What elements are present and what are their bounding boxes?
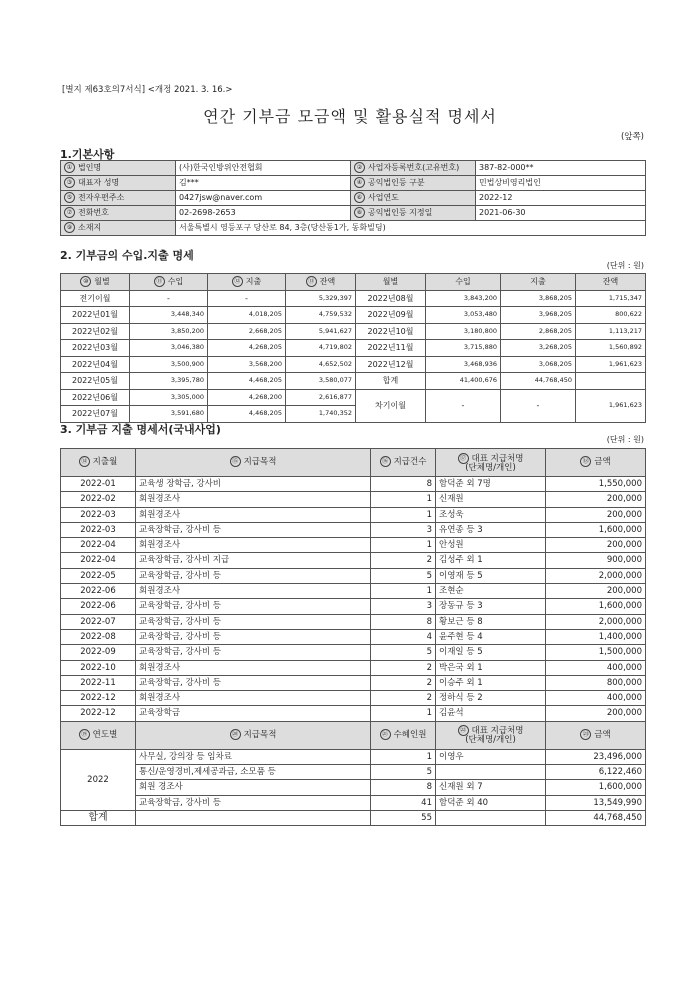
item-number-marker: ⑤ xyxy=(64,192,75,203)
table-row xyxy=(61,765,646,780)
purpose-cell: 교육장학금, 강사비 등 xyxy=(139,570,222,581)
count-cell: 1 xyxy=(426,494,432,505)
income-cell: 41,400,676 xyxy=(459,376,497,384)
expense-cell: 3,868,205 xyxy=(538,293,572,302)
expense-cell: 3,968,205 xyxy=(538,310,572,318)
purpose-cell: 교육장학금, 강사비 등 xyxy=(139,677,222,688)
month-cell: 2022년11월 xyxy=(367,343,414,352)
purpose-cell: 교육장학금, 강사비 지급 xyxy=(139,555,230,566)
field-value: 민법상비영리법인 xyxy=(479,178,541,187)
month-cell: 2022-04 xyxy=(80,555,116,566)
expense-cell: 44,768,450 xyxy=(534,376,572,384)
purpose-cell: 교육장학금, 강사비 등 xyxy=(139,797,222,808)
item-number-marker: ⑧ xyxy=(354,207,365,218)
income-cell: 3,305,000 xyxy=(170,392,204,401)
count-cell: 3 xyxy=(426,601,432,612)
count-cell: 8 xyxy=(426,616,432,627)
balance-cell: 4,719,802 xyxy=(318,343,352,351)
income-cell: 3,850,200 xyxy=(170,326,204,335)
table-row xyxy=(61,389,646,406)
income-cell: - xyxy=(167,293,170,303)
column-header: (단체명/개인) xyxy=(465,735,516,746)
month-cell: 2022-07 xyxy=(80,616,116,627)
field-label: 사업자등록번호(고유번호) xyxy=(368,163,460,172)
purpose-cell: 교육장학금, 강사비 등 xyxy=(139,601,222,612)
purpose-cell: 교육장학금, 강사비 등 xyxy=(139,616,222,627)
purpose-cell: 회원경조사 xyxy=(139,494,181,505)
item-number-marker: ① xyxy=(64,162,75,173)
amount-cell: 200,000 xyxy=(606,540,642,551)
table-row xyxy=(61,645,646,660)
table-row xyxy=(61,290,646,307)
month-cell: 2022-11 xyxy=(80,677,116,688)
item-number-marker: ⑲ xyxy=(79,729,90,740)
month-cell: 2022-01 xyxy=(80,479,116,489)
recipient-cell: 이영우 xyxy=(439,751,464,762)
item-number-marker: ⑦ xyxy=(64,207,75,218)
recipient-cell: 조성욱 xyxy=(439,509,464,520)
column-header: 지급목적 xyxy=(243,457,277,468)
recipient-cell: 이승주 외 1 xyxy=(439,677,483,688)
purpose-cell: 사무실, 강의장 등 임차료 xyxy=(139,751,232,762)
count-cell: 1 xyxy=(426,509,432,520)
balance-cell: 3,580,077 xyxy=(318,376,352,384)
field-label: 사업연도 xyxy=(368,193,399,202)
item-number-marker: ③ xyxy=(64,177,75,188)
month-cell: 2022-02 xyxy=(80,494,116,505)
amount-cell: 23,496,000 xyxy=(593,751,642,762)
table-row xyxy=(61,507,646,522)
field-value: 김*** xyxy=(179,178,199,187)
recipient-cell: 신재원 외 7 xyxy=(439,782,483,793)
recipient-cell: 조현순 xyxy=(439,586,464,597)
month-cell: 합계 xyxy=(382,376,399,385)
purpose-cell: 교육생 장학금, 강사비 xyxy=(139,479,222,489)
item-number-marker: ⑥ xyxy=(354,192,365,203)
month-cell: 2022-05 xyxy=(80,570,116,581)
month-cell: 차기이월 xyxy=(375,400,406,410)
recipient-cell: 함덕준 외 40 xyxy=(439,797,489,808)
month-cell: 2022년03월 xyxy=(72,343,118,352)
recipient-cell: 이영재 등 5 xyxy=(439,570,483,581)
count-cell: 2 xyxy=(426,677,432,688)
expenditure-table xyxy=(60,448,646,826)
basic-info-row xyxy=(61,161,646,176)
table-row xyxy=(61,660,646,675)
month-cell: 2022년12월 xyxy=(367,359,414,369)
field-value: 0427jsw@naver.com xyxy=(179,193,263,202)
expense-cell: 4,468,205 xyxy=(248,409,282,417)
expense-cell: 3,268,205 xyxy=(538,343,572,351)
recipient-cell: 김윤석 xyxy=(439,708,464,719)
balance-cell: 4,652,502 xyxy=(318,359,352,368)
expense-cell: 4,268,200 xyxy=(248,392,282,401)
balance-cell: 1,961,623 xyxy=(608,359,642,368)
table-row xyxy=(61,749,646,764)
document-title: 연간 기부금 모금액 및 활용실적 명세서 xyxy=(203,107,497,126)
address-row xyxy=(61,221,646,236)
purpose-cell: 통신/운영경비,제세공과금, 소모품 등 xyxy=(139,767,276,778)
purpose-cell: 회원경조사 xyxy=(139,540,181,551)
income-expense-header xyxy=(61,274,646,291)
column-header: 금액 xyxy=(594,457,611,468)
column-header: 수입 xyxy=(455,277,471,286)
balance-cell: 1,961,623 xyxy=(608,400,642,409)
purpose-cell: 교육장학금 xyxy=(139,708,181,719)
column-header: (단체명/개인) xyxy=(465,462,516,473)
column-header: 대표 지급처명 xyxy=(471,453,524,464)
expense-cell: 4,468,205 xyxy=(248,376,282,384)
column-header: 월별 xyxy=(94,277,110,286)
table-row xyxy=(61,323,646,340)
count-cell: 1 xyxy=(426,708,432,719)
income-expense-table xyxy=(60,273,646,423)
field-value: 387-82-000** xyxy=(479,163,534,172)
table-row xyxy=(61,568,646,583)
count-cell: 8 xyxy=(426,782,432,793)
expense-cell: 4,018,205 xyxy=(248,310,282,318)
item-number-marker: ⑨ xyxy=(64,222,75,233)
year-cell: 2022 xyxy=(87,774,109,785)
expense-cell: - xyxy=(245,293,248,303)
recipient-cell: 황보근 등 8 xyxy=(439,616,483,627)
item-number-marker: ⑳ xyxy=(230,729,241,740)
count-cell: 2 xyxy=(426,662,432,673)
item-number-marker: ⑬ xyxy=(306,276,317,287)
count-cell: 1 xyxy=(426,751,432,762)
balance-cell: 5,941,627 xyxy=(318,326,352,335)
field-value: 2021-06-30 xyxy=(479,208,526,217)
month-cell: 2022-03 xyxy=(80,524,116,535)
recipient-cell: 김성주 외 1 xyxy=(439,555,483,566)
month-cell: 2022년02월 xyxy=(72,326,118,336)
field-label: 공익법인등 지정일 xyxy=(368,208,433,217)
address-value: 서울특별시 영등포구 당산로 84, 3층(당산동1가, 동화빌딩) xyxy=(179,223,386,232)
amount-cell: 13,549,990 xyxy=(593,797,642,808)
item-number-marker: ⑭ xyxy=(79,456,90,467)
amount-cell: 800,000 xyxy=(606,677,642,688)
month-cell: 2022년01월 xyxy=(72,310,118,319)
balance-cell: 1,715,347 xyxy=(608,293,642,302)
month-cell: 2022-06 xyxy=(80,586,116,597)
section3-unit: (단위 : 원) xyxy=(606,435,644,444)
recipient-cell: 안성원 xyxy=(439,540,464,551)
table-row xyxy=(61,356,646,373)
field-label: 전화번호 xyxy=(78,208,109,217)
field-value: (사)한국인방위안전협회 xyxy=(179,163,263,172)
count-cell: 8 xyxy=(426,479,432,489)
amount-cell: 1,600,000 xyxy=(598,782,642,793)
month-cell: 2022년06월 xyxy=(72,392,118,402)
recipient-cell: 정하식 등 2 xyxy=(439,693,483,704)
balance-cell: 800,622 xyxy=(615,310,642,318)
table-row xyxy=(61,522,646,537)
table-row xyxy=(61,780,646,795)
amount-cell: 1,600,000 xyxy=(598,601,642,612)
purpose-cell: 회원경조사 xyxy=(139,586,181,597)
field-label: 전자우편주소 xyxy=(78,193,125,202)
amount-cell: 400,000 xyxy=(606,662,642,673)
income-cell: 3,591,680 xyxy=(170,409,204,417)
count-cell: 4 xyxy=(426,631,432,642)
month-cell: 2022-12 xyxy=(80,693,116,704)
amount-cell: 2,000,000 xyxy=(598,616,642,627)
table-row xyxy=(61,584,646,599)
income-cell: 3,053,480 xyxy=(463,310,497,318)
income-cell: 3,500,900 xyxy=(170,359,204,368)
count-cell: 1 xyxy=(426,540,432,551)
count-cell: 41 xyxy=(421,797,432,808)
recipient-cell: 장동규 등 3 xyxy=(439,601,483,612)
amount-cell: 200,000 xyxy=(606,509,642,520)
column-header: 연도별 xyxy=(92,730,118,741)
field-label: 소재지 xyxy=(78,223,102,232)
column-header: 지급목적 xyxy=(243,730,277,741)
column-header: 수혜인원 xyxy=(393,730,427,741)
amount-cell: 400,000 xyxy=(606,693,642,704)
income-cell: 3,046,380 xyxy=(170,343,204,351)
income-cell: 3,715,880 xyxy=(463,343,497,351)
item-number-marker: ⑫ xyxy=(232,276,243,287)
month-cell: 2022-08 xyxy=(80,631,116,642)
month-cell: 2022-03 xyxy=(80,509,116,520)
recipient-cell: 이재일 등 5 xyxy=(439,647,483,658)
expenditure-header xyxy=(61,449,646,477)
field-label: 공익법인등 구분 xyxy=(368,178,425,187)
column-header: 월별 xyxy=(382,277,399,286)
count-cell: 1 xyxy=(426,586,432,597)
table-row xyxy=(61,675,646,690)
table-row xyxy=(61,373,646,390)
count-cell: 5 xyxy=(426,767,432,778)
amount-cell: 1,550,000 xyxy=(598,479,642,489)
month-cell: 2022년10월 xyxy=(367,326,414,336)
expense-cell: - xyxy=(536,400,540,410)
column-header: 지출 xyxy=(530,277,546,286)
month-cell: 2022년07월 xyxy=(72,409,118,418)
amount-cell: 6,122,460 xyxy=(598,767,642,778)
form-number: [별지 제63호의7서식] <개정 2021. 3. 16.> xyxy=(62,85,233,95)
table-row xyxy=(61,477,646,492)
month-cell: 2022년04월 xyxy=(72,359,118,369)
count-cell: 3 xyxy=(426,524,432,535)
item-number-marker: ㉓ xyxy=(580,729,591,740)
recipient-cell: 윤주현 등 4 xyxy=(439,631,483,642)
month-cell: 2022-06 xyxy=(80,601,116,612)
month-cell: 2022-12 xyxy=(80,708,116,719)
table-row xyxy=(61,340,646,357)
item-number-marker: ⑯ xyxy=(380,456,391,467)
purpose-cell: 회원경조사 xyxy=(139,693,181,704)
amount-cell: 200,000 xyxy=(606,494,642,505)
balance-cell: 4,759,532 xyxy=(318,310,352,318)
month-cell: 2022-09 xyxy=(80,647,116,658)
count-cell: 2 xyxy=(426,555,432,566)
amount-cell: 2,000,000 xyxy=(598,570,642,581)
total-count: 55 xyxy=(421,812,432,823)
recipient-cell: 박은국 외 1 xyxy=(439,662,483,673)
basic-info-row xyxy=(61,191,646,206)
purpose-cell: 회원 경조사 xyxy=(139,782,183,793)
purpose-cell: 교육장학금, 강사비 등 xyxy=(139,647,222,658)
income-cell: 3,468,936 xyxy=(463,359,497,368)
purpose-cell: 회원경조사 xyxy=(139,509,181,520)
year-header xyxy=(61,721,646,749)
purpose-cell: 교육장학금, 강사비 등 xyxy=(139,631,222,642)
month-cell: 2022년08월 xyxy=(367,293,414,303)
basic-info-row xyxy=(61,206,646,221)
expense-cell: 3,068,205 xyxy=(538,359,572,368)
field-value: 2022-12 xyxy=(479,193,513,202)
balance-cell: 5,329,397 xyxy=(318,293,352,302)
item-number-marker: ⑪ xyxy=(154,276,165,287)
count-cell: 2 xyxy=(426,693,432,704)
column-header: 수입 xyxy=(167,277,184,286)
column-header: 잔액 xyxy=(602,277,619,286)
section2-unit: (단위 : 원) xyxy=(606,261,644,270)
amount-cell: 1,400,000 xyxy=(598,631,642,642)
column-header: 잔액 xyxy=(319,277,336,286)
item-number-marker: ㉑ xyxy=(380,729,391,740)
table-row xyxy=(61,691,646,706)
amount-cell: 900,000 xyxy=(606,555,642,566)
item-number-marker: ⑮ xyxy=(230,456,241,467)
column-header: 지출월 xyxy=(92,457,118,468)
recipient-cell: 유연종 등 3 xyxy=(439,524,483,535)
purpose-cell: 회원경조사 xyxy=(139,662,181,673)
income-cell: 3,843,200 xyxy=(463,293,497,302)
total-row xyxy=(61,810,646,825)
balance-cell: 1,740,352 xyxy=(318,409,352,417)
month-cell: 2022-10 xyxy=(80,662,116,673)
expense-cell: 4,268,205 xyxy=(248,343,282,351)
balance-cell: 1,560,892 xyxy=(608,343,642,351)
item-number-marker: ② xyxy=(354,162,365,173)
table-row xyxy=(61,307,646,324)
month-cell: 2022년05월 xyxy=(72,376,118,385)
basic-info-table xyxy=(60,160,646,236)
amount-cell: 1,600,000 xyxy=(598,524,642,535)
column-header: 지출 xyxy=(245,277,262,286)
purpose-cell: 교육장학금, 강사비 등 xyxy=(139,524,222,535)
section2-title: 2. 기부금의 수입.지출 명세 xyxy=(60,249,194,262)
amount-cell: 1,500,000 xyxy=(598,647,642,658)
balance-cell: 2,616,877 xyxy=(318,392,352,401)
income-cell: 3,448,340 xyxy=(170,310,204,318)
item-number-marker: ⑰ xyxy=(458,453,469,464)
table-row xyxy=(61,706,646,721)
table-row xyxy=(61,629,646,644)
income-cell: - xyxy=(461,400,465,410)
item-number-marker: ④ xyxy=(354,177,365,188)
item-number-marker: ⑱ xyxy=(580,456,591,467)
field-label: 대표자 성명 xyxy=(78,178,120,187)
amount-cell: 200,000 xyxy=(606,708,642,719)
column-header: 대표 지급처명 xyxy=(471,726,524,737)
count-cell: 5 xyxy=(426,647,432,658)
income-cell: 3,395,780 xyxy=(170,376,204,384)
expense-cell: 3,568,200 xyxy=(248,359,282,368)
recipient-cell: 함덕준 외 7명 xyxy=(439,479,491,489)
total-label: 합계 xyxy=(88,811,108,823)
recipient-cell: 신재원 xyxy=(439,494,464,505)
table-row xyxy=(61,795,646,810)
field-label: 법인명 xyxy=(78,163,102,172)
table-row xyxy=(61,492,646,507)
month-cell: 전기이월 xyxy=(79,293,111,303)
amount-cell: 200,000 xyxy=(606,586,642,597)
expense-cell: 2,668,205 xyxy=(248,326,282,335)
column-header: 금액 xyxy=(594,730,611,741)
item-number-marker: ⑩ xyxy=(80,276,91,287)
page-side-label: (앞쪽) xyxy=(620,132,644,142)
table-row xyxy=(61,538,646,553)
table-row xyxy=(61,553,646,568)
month-cell: 2022-04 xyxy=(80,540,116,551)
table-row xyxy=(61,599,646,614)
table-row xyxy=(61,614,646,629)
section3-title: 3. 기부금 지출 명세서(국내사업) xyxy=(60,423,221,436)
field-value: 02-2698-2653 xyxy=(179,208,236,217)
column-header: 지급건수 xyxy=(393,457,427,468)
item-number-marker: ㉒ xyxy=(458,725,469,736)
total-amount: 44,768,450 xyxy=(593,812,642,823)
section1-title: 1.기본사항 xyxy=(60,148,115,161)
count-cell: 5 xyxy=(426,570,432,581)
basic-info-row xyxy=(61,176,646,191)
month-cell: 2022년09월 xyxy=(367,310,414,319)
balance-cell: 1,113,217 xyxy=(608,326,642,335)
income-cell: 3,180,800 xyxy=(463,326,497,335)
expense-cell: 2,868,205 xyxy=(538,326,572,335)
